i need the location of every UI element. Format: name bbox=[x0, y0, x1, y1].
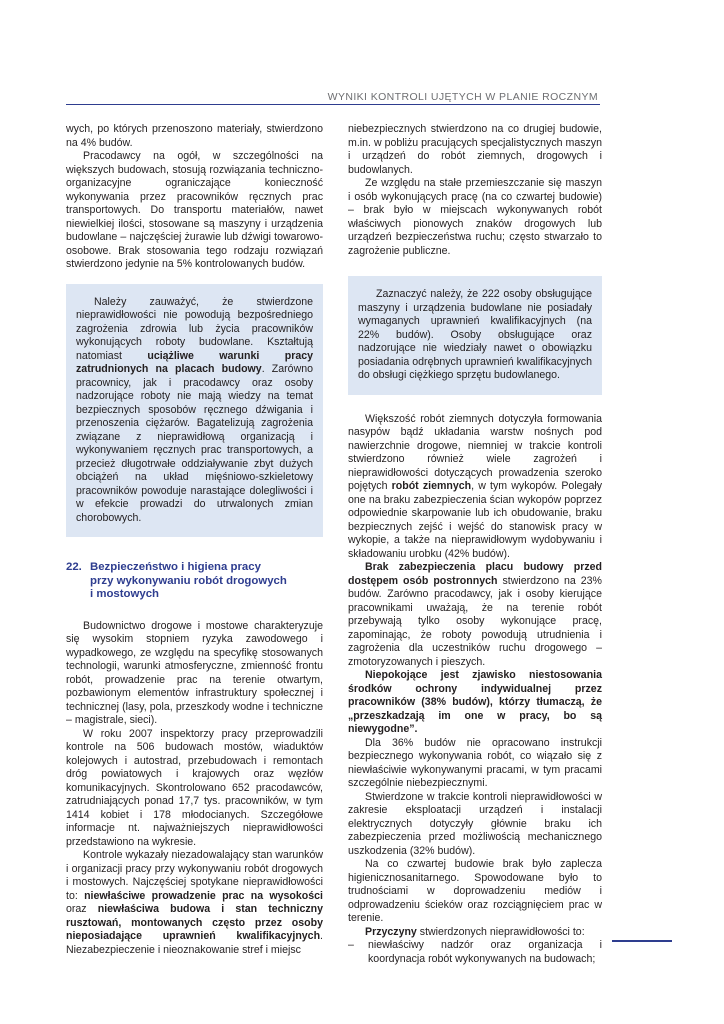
highlight-box bbox=[348, 276, 602, 395]
highlight-box bbox=[66, 284, 323, 538]
text: stwierdzonych nieprawidłowości to: bbox=[416, 925, 585, 938]
paragraph bbox=[66, 849, 323, 957]
text: stwierdzono na 23% budów. Zarówno pracodawcy, jak i osoby kierujące pracownikami uważają, że na terenie robót przebywają tylko osoby wykonujące pracę, zapominając, że roboty powodują utrudnienia i zagrożenia dla uczestników ruchu drogowego – zmotoryzowanych i pieszych. bbox=[348, 574, 602, 668]
right-column bbox=[348, 123, 602, 966]
bold-text: niewłaściwa budowa i stan techniczny rusztowań, montowanych często przez osoby nieposiadające uprawnień kwalifikacyjnych bbox=[66, 903, 323, 943]
section-title-line: i mostowych bbox=[90, 588, 159, 601]
section-title-line: przy wykonywaniu robót drogowych bbox=[90, 574, 287, 587]
text: . Niezabezpieczenie i nieoznakowanie stref i miejsc bbox=[66, 930, 323, 956]
paragraph: wych, po których przenoszono materiały, stwierdzono na 4% budów. bbox=[66, 123, 323, 149]
list-item-text: niewłaściwy nadzór oraz organizacja i koordynacja robót wykonywanych na budowach; bbox=[368, 939, 602, 965]
list-item bbox=[348, 939, 602, 966]
text: Większość robót ziemnych dotyczyła formowania nasypów bądź układania warstw nośnych pod nawierzchnie drogowe, niemniej w trakcie kontroli stwierdzono również wiele zagrożeń i nieprawidłowości dotyczących prowadzenia szeroko pojętych bbox=[348, 412, 602, 492]
footer-rule bbox=[612, 940, 672, 942]
paragraph: Ze względu na stałe przemieszczanie się maszyn i osób wykonujących pracę (na co czwartej budowie) – brak było w miejscach wykonywanych robót właściwych pionowych znaków drogowych lub urządzeń bezpieczeństwa ruchu; często stwarzało to zagrożenie publiczne. bbox=[348, 177, 602, 257]
paragraph bbox=[348, 561, 602, 669]
paragraph: Stwierdzone w trakcie kontroli nieprawidłowości w zakresie eksploatacji urządzeń i instalacji elektrycznych dotyczyły głównie braku ich zabezpieczenia przed możliwością mechanicznego uszkodzenia (32% budów). bbox=[348, 790, 602, 857]
text: oraz bbox=[66, 903, 98, 916]
box-paragraph bbox=[76, 296, 313, 526]
section-title-line: Bezpieczeństwo i higiena pracy bbox=[90, 561, 261, 573]
paragraph: W roku 2007 inspektorzy pracy przeprowadzili kontrole na 506 budowach mostów, wiaduktów kolejowych i autostrad, przebudowach i remontach dróg powiatowych i krajowych oraz węzłów komunikacyjnych. Skontrolowano 652 pracodawców, zatrudniających ponad 17,7 tys. pracowników, w tym 1414 kobiet i 178 młodocianych. Szczegółowe informacje nt. najważniejszych nieprawidłowości przedstawiono na wykresie. bbox=[66, 727, 323, 848]
left-column bbox=[66, 123, 323, 957]
paragraph: Budownictwo drogowe i mostowe charakteryzuje się wysokim stopniem ryzyka zawodowego i wypadkowego, ze względu na specyfikę stosowanych technologii, warunki atmosferyczne, zmienność frontu robót, prowadzenie prac na terenie otwartym, pozbawionym elementów infrastruktury społecznej i technicznej (lasy, pola, przeszkody wodne i techniczne – magistrale, sieci). bbox=[66, 619, 323, 727]
paragraph: Pracodawcy na ogół, w szczególności na większych budowach, stosują rozwiązania techniczno-organizacyjne ograniczające konieczność wykonywania przez pracowników ręcznych prac transportowych. Do transportu materiałów, nawet niewielkiej ilości, stosowane są maszyny i urządzenia budowlane – najczęściej żurawie lub dźwigi towarowo-osobowe. Brak stosowania tego rodzaju rozwiązań stwierdzono jedynie na 5% kontrolowanych budów. bbox=[66, 150, 323, 270]
header-rule bbox=[66, 104, 600, 105]
box-text: Należy zauważyć, że stwierdzone nieprawidłowości nie powodują bezpośredniego zagrożenia zdrowia lub życia pracowników wykonujących roboty budowlane. Kształtują natomiast bbox=[76, 295, 313, 362]
text: Kontrole wykazały niezadowalający stan warunków i organizacji pracy przy wykonywaniu robót drogowych i mostowych. Najczęściej spotykane nieprawidłowości to: bbox=[66, 849, 323, 902]
paragraph: Dla 36% budów nie opracowano instrukcji bezpiecznego wykonywania robót, co wiązało się z niewłaściwie wykonywanymi pracami, w tym pracami szczególnie niebezpiecznymi. bbox=[348, 736, 602, 789]
box-paragraph: Zaznaczyć należy, że 222 osoby obsługujące maszyny i urządzenia budowlane nie posiadały wymaganych uprawnień kwalifikacyjnych (na 22% budów). Osoby obsługujące oraz nadzorujące nie wiedziały nawet o obowiązku posiadania odrębnych uprawnień kwalifikacyjnych do obsługi ciężkiego sprzętu budowlanego. bbox=[358, 288, 592, 381]
box-bold-text: uciążliwe warunki pracy zatrudnionych na placach budowy bbox=[76, 349, 314, 375]
list-dash: – bbox=[348, 939, 354, 951]
section-heading bbox=[66, 561, 323, 602]
paragraph bbox=[348, 413, 602, 562]
bold-text: Przyczyny bbox=[365, 925, 417, 938]
bold-text: niewłaściwe prowadzenie prac na wysokości bbox=[84, 889, 323, 902]
box-text: . Zarówno pracownicy, jak i pracodawcy oraz osoby nadzorujące roboty nie mają wiedzy na temat bezpiecznych sposobów ręcznego dźwigania i przenoszenia ciężarów. Bagatelizują zagrożenia związane z nieprawidłową organizacją i wykonywaniem ręcznych prac transportowych, a przecież długotrwałe oddziaływanie zbyt dużych obciążeń na układ mięśniowo-szkieletowy pracowników powoduje narastające dolegliwości i w efekcie prowadzi do utrwalonych zmian chorobowych. bbox=[76, 363, 313, 524]
bold-text: robót ziemnych bbox=[391, 480, 472, 492]
bold-text: Brak zabezpieczenia placu budowy przed dostępem osób postronnych bbox=[348, 561, 602, 587]
running-header: WYNIKI KONTROLI UJĘTYCH W PLANIE ROCZNYM bbox=[327, 91, 598, 103]
paragraph: niebezpiecznych stwierdzono na co drugiej budowie, m.in. w pobliżu pracujących specjalistycznych maszyn i urządzeń do robót ziemnych, drogowych i budowlanych. bbox=[348, 123, 602, 176]
paragraph bbox=[348, 926, 602, 940]
paragraph: Na co czwartej budowie brak było zaplecza higienicznosanitarnego. Spowodowane było to trudnościami w doprowadzeniu mediów i odprowadzeniu ścieków oraz rozciągnięciem prac w terenie. bbox=[348, 858, 602, 924]
paragraph bbox=[348, 669, 602, 737]
text: , w tym wykopów. Polegały one na braku zabezpieczenia ścian wykopów poprzez odpowiednie skarpowanie lub ich obudowanie, braku bezpiecznych zejść i wejść do stanowisk pracy w wykopie, a także na nieprawidłowym wydobywaniu i składowaniu urobku (42% budów). bbox=[348, 480, 603, 560]
bold-text: Niepokojące jest zjawisko niestosowania środków ochrony indywidualnej przez pracowników (38% budów), którzy tłumaczą, że „przeszkadzają im one w pracy, bo są niewygodne”. bbox=[348, 669, 602, 735]
section-number: 22. bbox=[66, 561, 82, 573]
